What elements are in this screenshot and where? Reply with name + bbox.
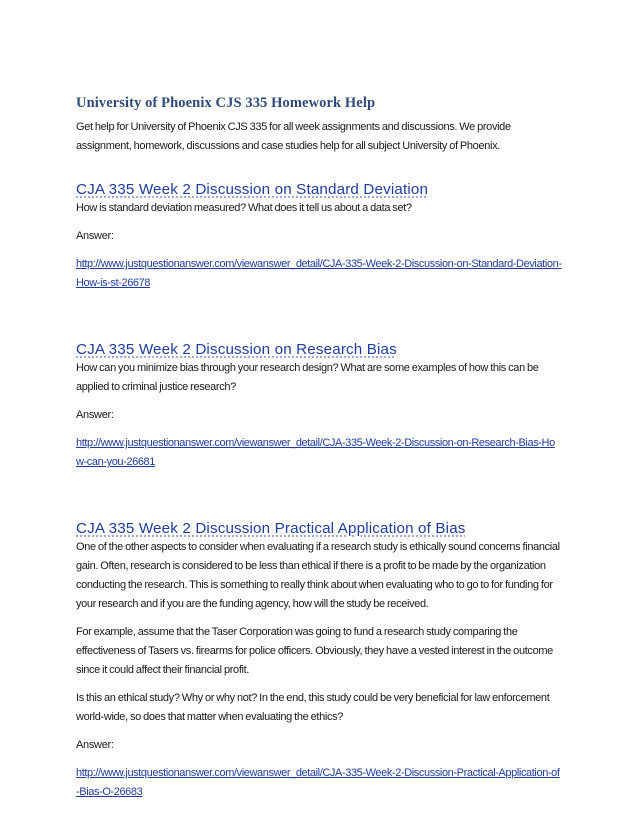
answer-link[interactable]: http://www.justquestionanswer.com/viewanswer_detail/CJA-335-Week-2-Discussion-on-Standard-Deviation-How-is-st-26678 bbox=[76, 258, 562, 289]
intro-paragraph: Get help for University of Phoenix CJS 335 for all week assignments and discussions. We provide assignment, homework, discussions and case studies help for all subject University of Phoenix. bbox=[76, 121, 511, 152]
document-title: University of Phoenix CJS 335 Homework Help bbox=[76, 95, 376, 111]
section-title: CJA 335 Week 2 Discussion on Standard Deviation bbox=[76, 181, 429, 198]
section-question: How can you minimize bias through your research design? What are some examples of how this can be applied to criminal justice research? bbox=[76, 362, 539, 393]
section-paragraph: Is this an ethical study? Why or why not? In the end, this study could be very beneficial for law enforcement world-wide, so does that matter when evaluating the ethics? bbox=[76, 692, 550, 723]
answer-label: Answer: bbox=[76, 409, 114, 421]
document-page bbox=[76, 95, 562, 802]
section-practical-application-of-bias bbox=[76, 520, 562, 802]
section-research-bias bbox=[76, 341, 562, 472]
answer-link[interactable]: http://www.justquestionanswer.com/viewanswer_detail/CJA-335-Week-2-Discussion-Practical-Application-of-Bias-O-26683 bbox=[76, 767, 560, 798]
section-question: How is standard deviation measured? What does it tell us about a data set? bbox=[76, 202, 412, 214]
section-standard-deviation bbox=[76, 181, 562, 293]
section-title: CJA 335 Week 2 Discussion Practical Application of Bias bbox=[76, 520, 466, 537]
section-paragraph: For example, assume that the Taser Corporation was going to fund a research study comparing the effectiveness of Tasers vs. firearms for police officers. Obviously, they have a vested interest in the outcome since it could affect their financial profit. bbox=[76, 626, 553, 676]
answer-label: Answer: bbox=[76, 739, 114, 751]
answer-label: Answer: bbox=[76, 230, 114, 242]
section-title: CJA 335 Week 2 Discussion on Research Bias bbox=[76, 341, 397, 358]
answer-link[interactable]: http://www.justquestionanswer.com/viewanswer_detail/CJA-335-Week-2-Discussion-on-Research-Bias-How-can-you-26681 bbox=[76, 437, 555, 468]
section-question: One of the other aspects to consider when evaluating if a research study is ethically sound concerns financial gain. Often, research is considered to be less than ethical if there is a profit to be made by the organization conducting the research. This is something to really think about when evaluating who to go to for funding for your research and if you are the funding agency, how will the study be received. bbox=[76, 541, 560, 610]
